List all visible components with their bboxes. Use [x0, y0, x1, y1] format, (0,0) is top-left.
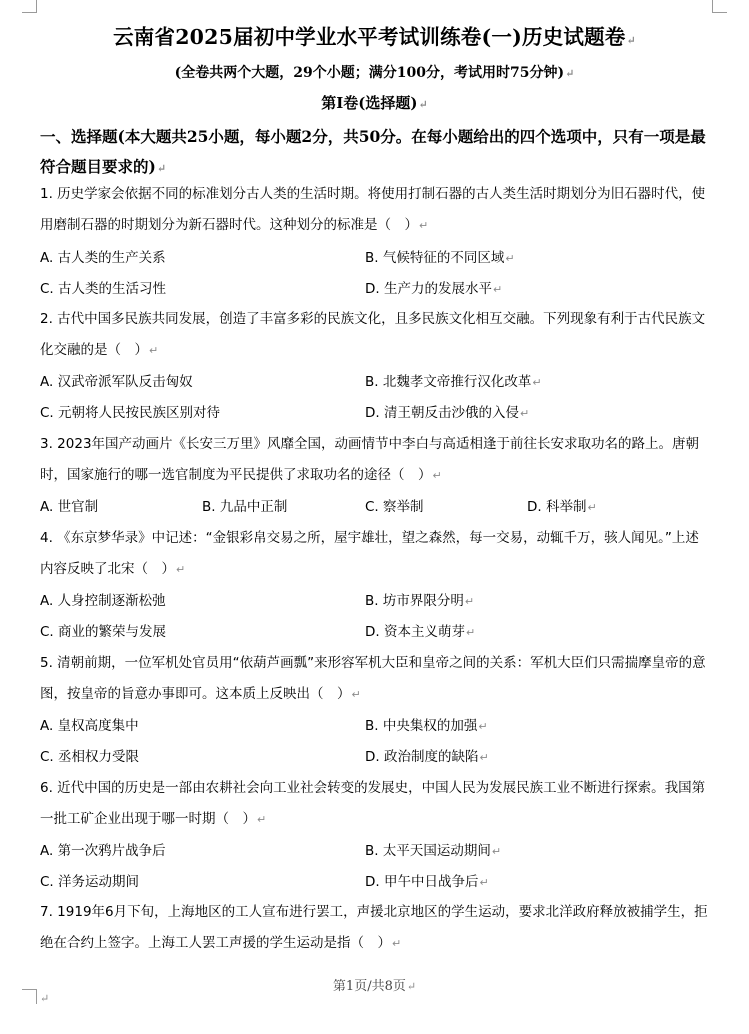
q5-option-b: B. 中央集权的加强↵	[365, 718, 488, 734]
exam-subtitle: (全卷共两个大题，29个小题；满分100分，考试用时75分钟)↵	[174, 65, 575, 81]
q3-option-a: A. 世官制	[40, 499, 99, 515]
q1-option-b: B. 气候特征的不同区域↵	[365, 250, 515, 266]
q4-option-d: D. 资本主义萌芽↵	[365, 624, 476, 640]
q6-option-b: B. 太平天国运动期间↵	[365, 843, 502, 859]
q5-option-c: C. 丞相权力受限	[40, 749, 140, 765]
q5-option-a: A. 皇权高度集中	[40, 718, 139, 734]
part-heading: 第I卷(选择题)↵	[321, 94, 428, 112]
q3-option-d: D. 科举制↵	[527, 499, 597, 515]
q6-option-c: C. 洋务运动期间	[40, 874, 140, 890]
question-3-stem: 3. 2023年国产动画片《长安三万里》风靡全国，动画情节中李白与高适相逢于前往长安求取功名的路上。唐朝时，国家施行的哪一选官制度为平民提供了求取功名的途径（ ）↵	[40, 436, 700, 483]
q4-option-c: C. 商业的繁荣与发展	[40, 624, 167, 640]
end-paragraph-mark: ↵	[40, 992, 50, 1005]
question-5-options	[40, 716, 712, 778]
question-5-stem: 5. 清朝前期，一位军机处官员用“依葫芦画瓢”来形容军机大臣和皇帝之间的关系：军机大臣们只需揣摩皇帝的意图，按皇帝的旨意办事即可。这本质上反映出（ ）↵	[40, 655, 706, 702]
q2-option-a: A. 汉武帝派军队反击匈奴	[40, 374, 193, 390]
question-4-options	[40, 591, 712, 653]
q4-option-a: A. 人身控制逐渐松弛	[40, 593, 166, 609]
question-4-stem: 4. 《东京梦华录》中记述：“金银彩帛交易之所，屋宇雄壮，望之森然，每一交易，动辄千万，骇人闻见。”上述内容反映了北宋（ ）↵	[40, 530, 699, 577]
section-heading: 一、选择题(本大题共25小题，每小题2分，共50分。在每小题给出的四个选项中，只有一项是最符合题目要求的)↵	[40, 127, 706, 176]
q1-option-a: A. 古人类的生产关系	[40, 250, 166, 266]
q2-option-c: C. 元朝将人民按民族区别对待	[40, 405, 221, 421]
q1-option-c: C. 古人类的生活习性	[40, 281, 167, 297]
question-2-options	[40, 372, 712, 434]
q2-option-b: B. 北魏孝文帝推行汉化改革↵	[365, 374, 542, 390]
question-2-stem: 2. 古代中国多民族共同发展，创造了丰富多彩的民族文化，且多民族文化相互交融。下列现象有利于古代民族文化交融的是（ ）↵	[40, 311, 706, 358]
crop-mark-top-right	[712, 0, 727, 13]
question-6-stem: 6. 近代中国的历史是一部由农耕社会向工业社会转变的发展史，中国人民为发展民族工业不断进行探索。我国第一批工矿企业出现于哪一时期（ ）↵	[40, 780, 706, 827]
question-1-stem: 1. 历史学家会依据不同的标准划分古人类的生活时期。将使用打制石器的古人类生活时期划分为旧石器时代，使用磨制石器的时期划分为新石器时代。这种划分的标准是（ ）↵	[40, 186, 706, 233]
question-7-stem: 7. 1919年6月下旬，上海地区的工人宣布进行罢工，声援北京地区的学生运动，要求北洋政府释放被捕学生，拒绝在合约上签字。上海工人罢工声援的学生运动是指（ ）↵	[40, 904, 708, 951]
q6-option-d: D. 甲午中日战争后↵	[365, 874, 489, 890]
q3-option-b: B. 九品中正制	[202, 499, 288, 515]
question-1-options	[40, 248, 712, 310]
q3-option-c: C. 察举制	[365, 499, 424, 515]
q1-option-d: D. 生产力的发展水平↵	[365, 281, 503, 297]
exam-title: 云南省2025届初中学业水平考试训练卷(一)历史试题卷↵	[113, 25, 636, 49]
q4-option-b: B. 坊市界限分明↵	[365, 593, 475, 609]
page-footer: 第1页/共8页↵	[332, 979, 417, 994]
crop-mark-top-left	[22, 0, 37, 13]
question-6-options	[40, 841, 712, 903]
q5-option-d: D. 政治制度的缺陷↵	[365, 749, 489, 765]
question-3-options	[40, 497, 712, 521]
q2-option-d: D. 清王朝反击沙俄的入侵↵	[365, 405, 530, 421]
q6-option-a: A. 第一次鸦片战争后	[40, 843, 166, 859]
